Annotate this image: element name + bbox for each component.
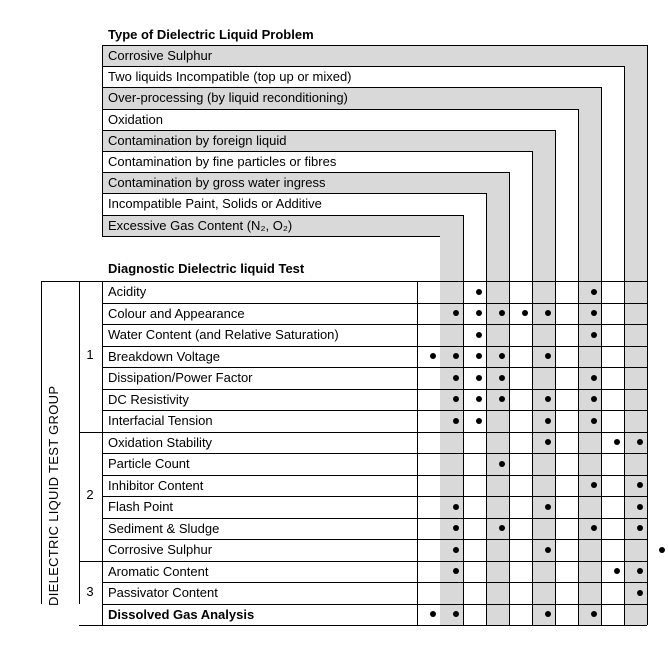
shaded-column-band	[532, 130, 555, 625]
problem-label: Oxidation	[108, 111, 163, 127]
test-label: Passivator Content	[108, 585, 218, 600]
test-label: Aromatic Content	[108, 563, 209, 579]
test-row-line	[102, 582, 647, 583]
problem-row-line	[102, 215, 463, 216]
problem-row-line	[102, 151, 532, 152]
test-mark-dot	[476, 375, 482, 381]
problem-column-line	[647, 45, 648, 625]
test-label: Flash Point	[108, 499, 174, 514]
test-group-axis-label: DIELECTRIC LIQUID TEST GROUP	[46, 385, 61, 606]
problem-label: Contamination by gross water ingress	[108, 175, 326, 191]
problem-type-title: Type of Dielectric Liquid Problem	[108, 27, 314, 42]
test-row-line	[102, 496, 647, 497]
problem-row-line	[102, 45, 647, 46]
group-top-line	[41, 281, 102, 282]
test-label: Interfacial Tension	[108, 413, 213, 428]
test-row-line	[102, 604, 647, 605]
test-row-line	[102, 453, 647, 454]
group-divider	[79, 625, 102, 626]
dot-col-0-line	[417, 281, 418, 625]
test-mark-dot	[476, 418, 482, 424]
test-mark-dot	[591, 418, 597, 424]
problem-label: Over-processing (by liquid reconditioning)	[108, 90, 348, 106]
shaded-column-band	[440, 215, 463, 625]
problem-label: Contamination by fine particles or fibres	[108, 154, 337, 169]
group-number: 2	[86, 487, 94, 502]
test-mark-dot	[591, 289, 597, 295]
test-label: DC Resistivity	[108, 391, 189, 407]
test-label: Corrosive Sulphur	[108, 542, 213, 557]
test-mark-dot	[637, 590, 643, 596]
problem-row-line	[102, 130, 555, 131]
test-row-line	[102, 432, 647, 433]
problem-label: Contamination by foreign liquid	[108, 132, 287, 148]
test-mark-dot	[453, 375, 459, 381]
test-label: Particle Count	[108, 456, 190, 471]
test-label: Dissolved Gas Analysis	[108, 606, 255, 622]
test-label: Dissipation/Power Factor	[108, 370, 253, 385]
test-row-line	[102, 410, 647, 411]
test-row-line	[102, 324, 647, 325]
test-mark-dot	[637, 504, 643, 510]
group-number: 3	[86, 583, 94, 599]
test-mark-dot	[614, 439, 620, 445]
test-row-line	[102, 539, 647, 540]
problem-row-line	[102, 109, 578, 110]
test-label: Breakdown Voltage	[108, 348, 221, 364]
test-mark-dot	[614, 568, 620, 574]
problem-label: Excessive Gas Content (N₂, O₂)	[108, 217, 293, 233]
test-row-line	[102, 346, 647, 347]
test-mark-dot	[545, 418, 551, 424]
problem-row-line	[102, 172, 509, 173]
test-label: Water Content (and Relative Saturation)	[108, 327, 339, 342]
problem-column-line	[601, 87, 602, 625]
test-mark-dot	[430, 353, 436, 359]
test-mark-dot	[522, 310, 528, 316]
problem-label: Two liquids Incompatible (top up or mixed)	[108, 69, 352, 85]
test-mark-dot	[499, 375, 505, 381]
test-mark-dot	[659, 547, 665, 553]
test-row-line	[102, 303, 647, 304]
test-label: Sediment & Sludge	[108, 520, 220, 536]
test-mark-dot	[476, 310, 482, 316]
problem-row-line	[102, 66, 624, 67]
problem-label: Incompatible Paint, Solids or Additive	[108, 196, 322, 212]
test-label: Oxidation Stability	[108, 434, 213, 450]
problem-label: Corrosive Sulphur	[108, 48, 213, 63]
test-mark-dot	[476, 289, 482, 295]
test-label: Inhibitor Content	[108, 477, 204, 493]
test-row-line	[102, 389, 647, 390]
shaded-column-band	[578, 87, 601, 625]
group-num-left	[79, 281, 80, 604]
test-mark-dot	[545, 504, 551, 510]
test-mark-dot	[476, 353, 482, 359]
test-mark-dot	[476, 332, 482, 338]
test-left-line	[102, 281, 103, 625]
test-mark-dot	[453, 547, 459, 553]
test-mark-dot	[545, 547, 551, 553]
test-mark-dot	[591, 375, 597, 381]
group-outer-left	[41, 281, 42, 604]
group-divider	[79, 432, 102, 433]
test-row-line	[102, 281, 647, 282]
group-number: 1	[86, 347, 94, 363]
test-bottom-line	[102, 625, 647, 626]
test-mark-dot	[453, 504, 459, 510]
test-mark-dot	[476, 396, 482, 402]
problem-column-line	[463, 215, 464, 625]
group-divider	[79, 561, 102, 562]
test-mark-dot	[430, 611, 436, 617]
test-row-line	[102, 561, 647, 562]
test-mark-dot	[499, 461, 505, 467]
shaded-column-band	[624, 45, 647, 625]
shaded-column-band	[486, 172, 509, 625]
test-mark-dot	[591, 332, 597, 338]
problem-bottom-line	[102, 236, 440, 237]
test-label: Acidity	[108, 284, 147, 299]
problem-column-line	[555, 130, 556, 625]
diagnostic-test-title: Diagnostic Dielectric liquid Test	[108, 261, 305, 276]
problem-row-line	[102, 87, 601, 88]
test-row-line	[102, 475, 647, 476]
problem-row-line	[102, 193, 486, 194]
test-mark-dot	[453, 418, 459, 424]
problem-column-line	[509, 172, 510, 625]
label-left-line	[102, 45, 103, 236]
test-row-line	[102, 367, 647, 368]
test-label: Colour and Appearance	[108, 305, 245, 321]
test-row-line	[102, 518, 647, 519]
